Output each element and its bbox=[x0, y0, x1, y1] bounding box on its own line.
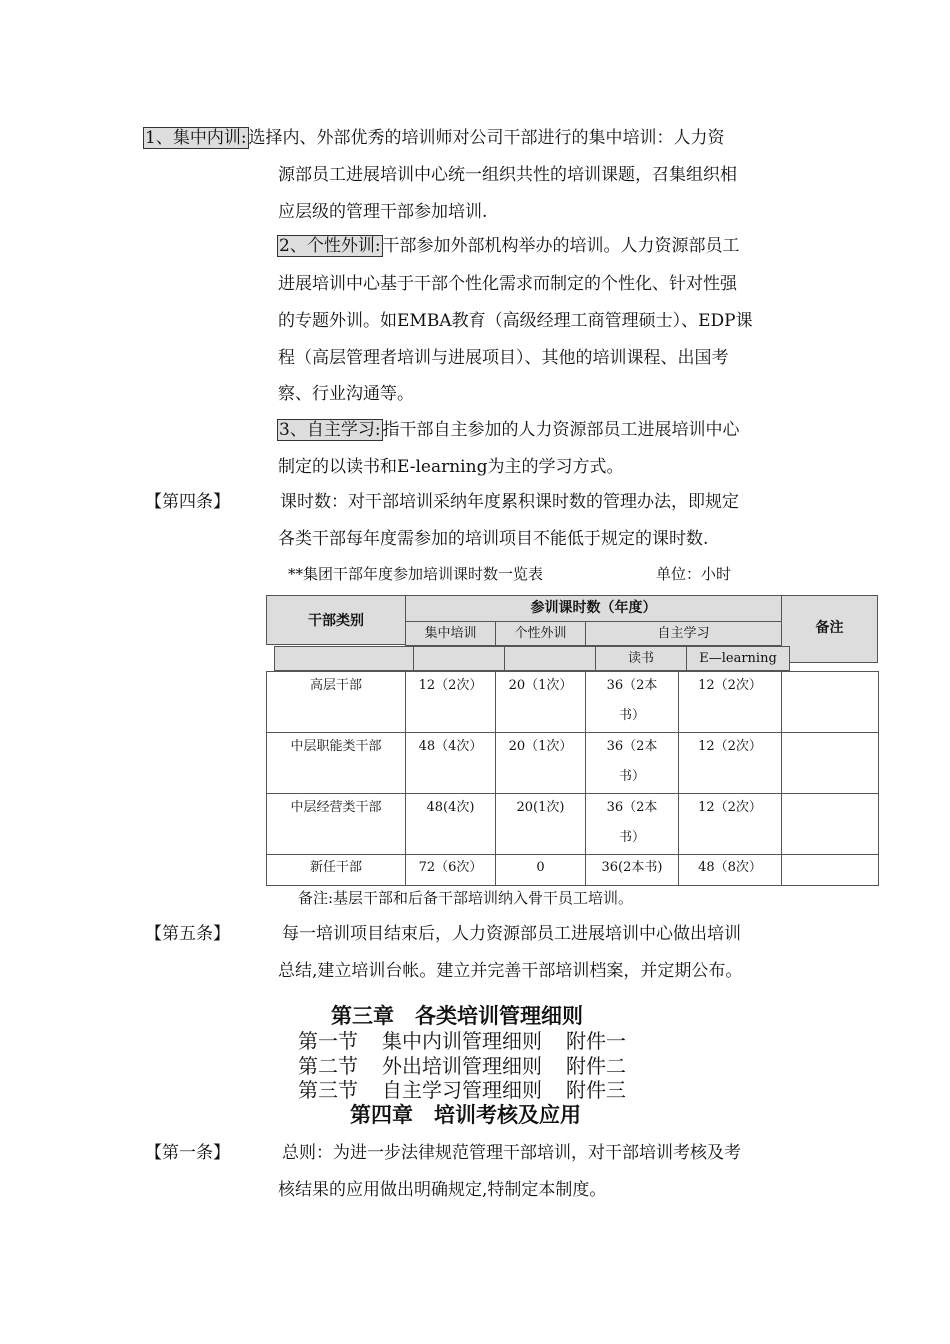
table-cell-note bbox=[781, 732, 879, 794]
item3-line2: 制定的以读书和E-learning为主的学习方式。 bbox=[278, 457, 624, 477]
table-cell-personal: 20（1次） bbox=[495, 671, 586, 733]
item1-line1 bbox=[143, 128, 725, 148]
art5-line2: 总结,建立培训台帐。建立并完善干部培训档案，并定期公布。 bbox=[278, 961, 743, 981]
table-cell-read-line1: 36（2本 bbox=[606, 678, 658, 693]
table-cell-read bbox=[585, 793, 679, 855]
table-cell-note bbox=[781, 671, 879, 733]
section-1-attachment: 附件一 bbox=[566, 1029, 626, 1053]
art1-line1: 总则：为进一步法律规范管理干部培训，对干部培训考核及考 bbox=[282, 1143, 741, 1163]
table-cell-central: 12（2次） bbox=[405, 671, 496, 733]
header-personal: 个性外训 bbox=[495, 621, 586, 646]
section-1-name: 第一节 bbox=[298, 1029, 358, 1053]
item1-line2: 源部员工进展培训中心统一组织共性的培训课题，召集组织相 bbox=[278, 165, 737, 185]
table-cell-note bbox=[781, 793, 879, 855]
item1-text: 选择内、外部优秀的培训师对公司干部进行的集中培训：人力资 bbox=[248, 128, 725, 148]
item1-label: 1、集中内训: bbox=[145, 128, 247, 148]
header-elearn: E—learning bbox=[686, 646, 790, 671]
table-cell-personal: 20（1次） bbox=[495, 732, 586, 794]
item3-label: 3、自主学习: bbox=[279, 420, 381, 440]
header-type: 干部类别 bbox=[266, 595, 406, 645]
chapter3-title: 第三章 各类培训管理细则 bbox=[331, 1003, 583, 1028]
section-3-name: 第三节 bbox=[298, 1078, 358, 1102]
table-unit: 单位：小时 bbox=[656, 565, 732, 583]
art1-line2: 核结果的应用做出明确规定,特制定本制度。 bbox=[278, 1180, 607, 1200]
table-cell-personal: 20(1次) bbox=[495, 793, 586, 855]
table-cell-central: 48（4次） bbox=[405, 732, 496, 794]
item2-label: 2、个性外训: bbox=[279, 236, 381, 256]
item1-line3: 应层级的管理干部参加培训. bbox=[278, 202, 488, 222]
table-cell-elearn: 12（2次） bbox=[678, 671, 782, 733]
item2-text: 干部参加外部机构举办的培训。人力资源部员工 bbox=[382, 236, 740, 256]
art5-line1: 每一培训项目结束后，人力资源部员工进展培训中心做出培训 bbox=[282, 924, 741, 944]
art4-label: 【第四条】 bbox=[145, 492, 230, 512]
art5-label: 【第五条】 bbox=[145, 924, 230, 944]
header-self: 自主学习 bbox=[585, 621, 782, 646]
table-cell-note bbox=[781, 854, 879, 886]
item2-line3: 的专题外训。如EMBA教育（高级经理工商管理硕士）、EDP课 bbox=[278, 311, 753, 331]
header-note: 备注 bbox=[781, 595, 878, 663]
table-cell-personal: 0 bbox=[495, 854, 586, 886]
section-2-title: 外出培训管理细则 bbox=[382, 1054, 542, 1078]
table-cell-read-line1: 36（2本 bbox=[606, 739, 658, 754]
header-central: 集中培训 bbox=[405, 621, 496, 646]
table-cell-read bbox=[585, 671, 679, 733]
header-read: 读书 bbox=[595, 646, 687, 671]
table-cell-read bbox=[585, 732, 679, 794]
table-cell-central: 48(4次) bbox=[405, 793, 496, 855]
table-cell-central: 72（6次） bbox=[405, 854, 496, 886]
table-cell-elearn: 48（8次） bbox=[678, 854, 782, 886]
table-footnote: 备注:基层干部和后备干部培训纳入骨干员工培训。 bbox=[298, 889, 634, 907]
table-cell-elearn: 12（2次） bbox=[678, 793, 782, 855]
table-cell-type: 中层职能类干部 bbox=[266, 732, 406, 794]
section-3 bbox=[298, 1078, 626, 1102]
section-1-title: 集中内训管理细则 bbox=[382, 1029, 542, 1053]
table-caption: **集团干部年度参加培训课时数一览表 bbox=[288, 565, 544, 583]
table-cell-type: 新任干部 bbox=[266, 854, 406, 886]
item3-text: 指干部自主参加的人力资源部员工进展培训中心 bbox=[382, 420, 740, 440]
section-2 bbox=[298, 1054, 626, 1078]
section-1 bbox=[298, 1029, 626, 1053]
item2-line1 bbox=[277, 236, 740, 256]
chapter4-title: 第四章 培训考核及应用 bbox=[350, 1102, 581, 1127]
table-cell-type: 中层经营类干部 bbox=[266, 793, 406, 855]
art4-line2: 各类干部每年度需参加的培训项目不能低于规定的课时数. bbox=[278, 529, 709, 549]
header-blank-1 bbox=[274, 646, 414, 671]
table-cell-read-line2: 书） bbox=[618, 769, 645, 784]
header-blank-3 bbox=[504, 646, 596, 671]
section-2-name: 第二节 bbox=[298, 1054, 358, 1078]
table-cell-read-line1: 36(2本书) bbox=[601, 860, 663, 875]
header-hours: 参训课时数（年度） bbox=[405, 595, 782, 622]
section-2-attachment: 附件二 bbox=[566, 1054, 626, 1078]
section-3-title: 自主学习管理细则 bbox=[382, 1078, 542, 1102]
art4-line1: 课时数：对干部培训采纳年度累积课时数的管理办法，即规定 bbox=[280, 492, 739, 512]
table-cell-type: 高层干部 bbox=[266, 671, 406, 733]
item3-line1 bbox=[277, 420, 740, 440]
table-cell-read-line2: 书） bbox=[618, 830, 645, 845]
section-3-attachment: 附件三 bbox=[566, 1078, 626, 1102]
table-cell-read bbox=[585, 854, 679, 886]
item2-line5: 察、行业沟通等。 bbox=[278, 384, 414, 404]
item2-line4: 程（高层管理者培训与进展项目）、其他的培训课程、出国考 bbox=[278, 348, 729, 368]
art1-label: 【第一条】 bbox=[145, 1143, 230, 1163]
header-blank-2 bbox=[413, 646, 505, 671]
table-cell-read-line1: 36（2本 bbox=[606, 800, 658, 815]
item2-line2: 进展培训中心基于干部个性化需求而制定的个性化、针对性强 bbox=[278, 274, 737, 294]
table-cell-read-line2: 书） bbox=[618, 708, 645, 723]
table-cell-elearn: 12（2次） bbox=[678, 732, 782, 794]
